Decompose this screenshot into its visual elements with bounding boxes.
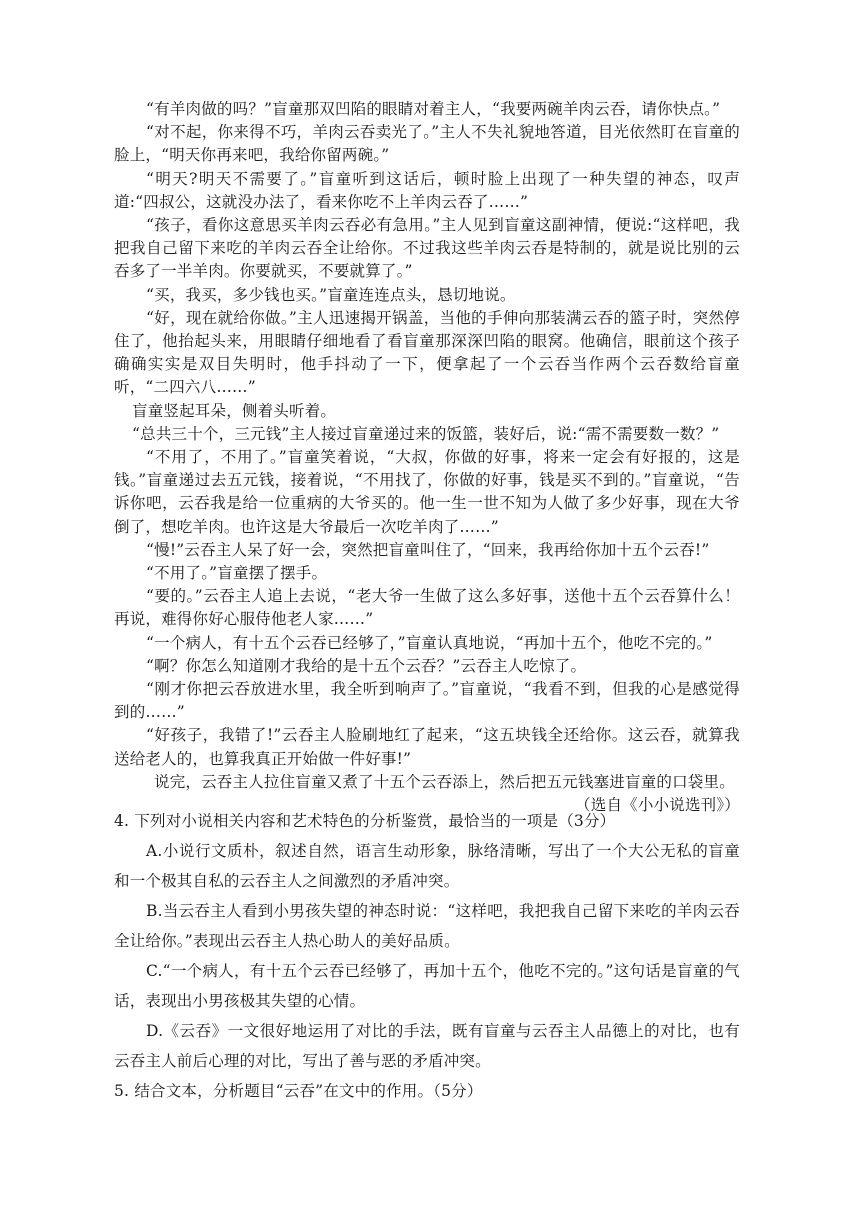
- story-paragraph: “孩子，看你这意思买羊肉云吞必有急用。”主人见到盲童这副神情，便说:“这样吧，我把我自己留下来吃的羊肉云吞全让给你。不过我这些羊肉云吞是特制的，就是说比别的云吞多了一半羊肉。你要就买，不要就算了。”: [114, 216, 740, 281]
- story-paragraph: “要的。”云吞主人追上去说，“老大爷一生做了这么多好事，送他十五个云吞算什么！再说，难得你好心服侍他老人家……”: [114, 587, 740, 629]
- story-paragraph: “不用了，不用了。”盲童笑着说，“大叔，你做的好事，将来一定会有好报的，这是钱。”盲童递过去五元钱，接着说，“不用找了，你做的好事，钱是买不到的。”盲童说，“告诉你吧，云吞我是给一位重病的大爷买的。他一生一世不知为人做了多少好事，现在大爷倒了，想吃羊肉。也许这是大爷最后一次吃羊肉了……”: [114, 448, 740, 536]
- question-4-option-a: A.小说行文质朴，叙述自然，语言生动形象，脉络清晰，写出了一个大公无私的盲童和一个极其自私的云吞主人之间激烈的矛盾冲突。: [114, 842, 740, 890]
- question-4-stem: 4. 下列对小说相关内容和艺术特色的分析鉴赏，最恰当的一项是（3分）: [114, 812, 616, 830]
- story-paragraph: “啊？你怎么知道刚才我给的是十五个云吞？”云吞主人吃惊了。: [146, 656, 587, 675]
- story-text: [114, 98, 740, 817]
- story-paragraph: “好，现在就给你做。”主人迅速揭开锅盖，当他的手伸向那装满云吞的篮子时，突然停住了，他抬起头来，用眼睛仔细地看了看盲童那深深凹陷的眼窝。他确信，眼前这个孩子确确实实是双目失明时，他手抖动了一下，便拿起了一个云吞当作两个云吞数给盲童听，“二四六八……”: [114, 308, 740, 397]
- story-paragraph: “好孩子，我错了!”云吞主人脸刷地红了起来，“这五块钱全还给你。这云吞，就算我送给老人的，也算我真正开始做一件好事!”: [114, 726, 740, 768]
- questions-section: [114, 806, 740, 1106]
- question-4-option-b: B.当云吞主人看到小男孩失望的神态时说：“这样吧，我把我自己留下来吃的羊肉云吞全让给你。”表现出云吞主人热心助人的美好品质。: [114, 902, 740, 950]
- story-paragraph: 说完，云吞主人拉住盲童又煮了十五个云吞添上，然后把五元钱塞进盲童的口袋里。: [154, 772, 735, 791]
- story-paragraph: “一个病人，有十五个云吞已经够了，”盲童认真地说，“再加十五个，他吃不完的。”: [146, 633, 713, 652]
- story-source: （选自《小小说选刊》）: [575, 796, 740, 815]
- story-paragraph: “明天?明天不需要了。”盲童听到这话后，顿时脸上出现了一种失望的神态，叹声道:“四叔公，这就没办法了，看来你吃不上羊肉云吞了……”: [114, 169, 740, 211]
- story-paragraph: “不用了。”盲童摆了摆手。: [146, 564, 328, 583]
- story-paragraph: “有羊肉做的吗？”盲童那双凹陷的眼睛对着主人，“我要两碗羊肉云吞，请你快点。”: [146, 100, 721, 118]
- story-paragraph: “对不起，你来得不巧，羊肉云吞卖光了。”主人不失礼貌地答道，目光依然盯在盲童的脸上，“明天你再来吧，我给你留两碗。”: [114, 123, 740, 165]
- story-paragraph: “买，我买，多少钱也买。”盲童连连点头，恳切地说。: [146, 285, 516, 304]
- question-4-option-c: C.“一个病人，有十五个云吞已经够了，再加十五个，他吃不完的。”这句话是盲童的气话，表现出小男孩极其失望的心情。: [114, 962, 740, 1010]
- story-paragraph: 盲童竖起耳朵，侧着头听着。: [132, 401, 337, 420]
- story-paragraph: “总共三十个，三元钱”主人接过盲童递过来的饭篮，装好后，说:“需不需要数一数？”: [132, 424, 720, 443]
- question-5-stem: 5. 结合文本，分析题目“云吞”在文中的作用。（5分）: [114, 1082, 483, 1100]
- story-paragraph: “刚才你把云吞放进水里，我全听到响声了。”盲童说，“我看不到，但我的心是感觉得到的……”: [114, 680, 740, 722]
- story-paragraph: “慢!”云吞主人呆了好一会，突然把盲童叫住了，“回来，我再给你加十五个云吞!”: [146, 540, 710, 559]
- question-4-option-d: D.《云吞》一文很好地运用了对比的手法，既有盲童与云吞主人品德上的对比，也有云吞主人前后心理的对比，写出了善与恶的矛盾冲突。: [114, 1022, 740, 1070]
